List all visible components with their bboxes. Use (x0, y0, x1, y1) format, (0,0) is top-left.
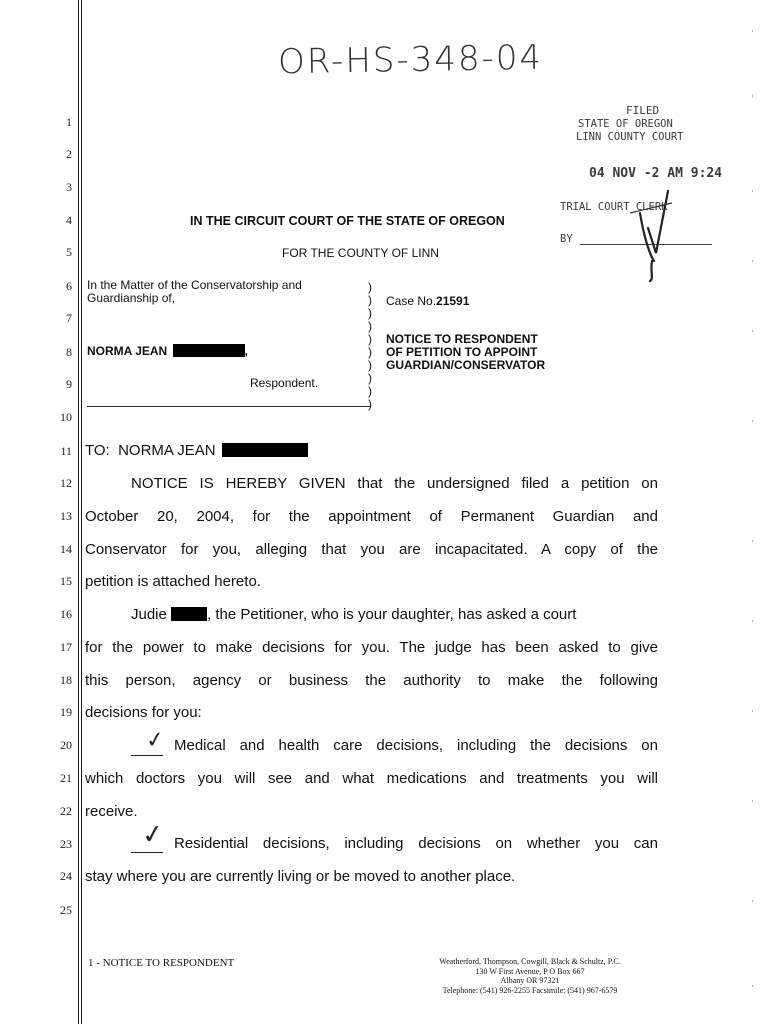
respondent-name: NORMA JEAN (87, 344, 168, 358)
body-paragraph-2-line: for the power to make decisions for you. The judge has been asked to give (85, 639, 658, 656)
line-number: 9 (66, 377, 72, 391)
checkbox-underline (131, 852, 163, 853)
footer-page-label: 1 - NOTICE TO RESPONDENT (88, 957, 235, 969)
footer-address-line: Albany OR 97321 (500, 976, 560, 985)
case-number-label: Case No. (386, 294, 437, 308)
line-number: 6 (66, 279, 72, 293)
stamp-county-court: LINN COUNTY COURT (576, 131, 684, 143)
line-number: 22 (60, 804, 72, 818)
line-number: 11 (60, 444, 72, 458)
to-label: TO: (85, 442, 110, 459)
county-heading: FOR THE COUNTY OF LINN (282, 246, 439, 260)
line-number: 5 (66, 245, 72, 259)
margin-rule-left (78, 0, 79, 1024)
stamp-datetime: 04 NOV -2 AM 9:24 (589, 166, 723, 181)
caption-parens: ) ) ) ) ) ) ) ) ) ) (368, 280, 372, 411)
body-paragraph-2-line (131, 605, 658, 625)
document-title-line2: OF PETITION TO APPOINT (386, 345, 538, 359)
redaction-bar (171, 607, 207, 621)
checkmark-icon: ✓ (144, 726, 167, 755)
petitioner-line-rest: , the Petitioner, who is your daughter, has asked a court (207, 606, 577, 623)
to-line (85, 441, 658, 461)
checkbox-underline (131, 755, 163, 756)
line-number: 15 (60, 574, 72, 588)
caption-matter-line2: Guardianship of, (87, 291, 176, 305)
line-number: 19 (60, 705, 72, 719)
caption-respondent (87, 344, 248, 358)
item-residential-line: Residential decisions, including decisions on whether you can (174, 835, 658, 852)
line-number: 12 (60, 476, 72, 490)
line-number: 8 (66, 345, 72, 359)
body-paragraph-1-line: NOTICE IS HEREBY GIVEN that the undersigned filed a petition on (131, 475, 658, 492)
line-number: 4 (66, 213, 72, 227)
stamp-by: BY (560, 233, 573, 245)
line-number: 17 (60, 640, 72, 654)
line-number: 10 (60, 410, 72, 424)
line-number: 20 (60, 738, 72, 752)
line-number: 1 (66, 115, 72, 129)
caption-respondent-label: Respondent. (250, 376, 319, 390)
to-name: NORMA JEAN (118, 442, 216, 459)
line-number: 24 (60, 869, 72, 883)
checkmark-icon: ✓ (140, 818, 166, 852)
line-number: 3 (66, 180, 72, 194)
line-number: 25 (60, 903, 72, 917)
line-number: 7 (66, 311, 72, 325)
stamp-clerk: TRIAL COURT CLERK (560, 201, 668, 213)
item-medical-line: Medical and health care decisions, including the decisions on (174, 737, 658, 754)
document-title-line1: NOTICE TO RESPONDENT (386, 332, 538, 346)
footer-address-line: 130 W First Avenue, P O Box 667 (475, 966, 585, 976)
handwritten-file-number: OR-HS-348-04 (277, 37, 544, 83)
line-number: 13 (60, 509, 72, 523)
item-medical-line: which doctors you will see and what medications and treatments you will (85, 770, 658, 787)
case-number (386, 295, 469, 308)
clerk-signature-icon (610, 183, 680, 283)
footer-firm-name: Weatherford, Thompson, Cowgill, Black & Schultz, P.C. (439, 957, 621, 966)
line-number: 23 (60, 837, 72, 851)
body-paragraph-2-line: decisions for you: (85, 704, 202, 721)
footer-phone: Telephone: (541) 926-2255 Facsimile: (541) 967-6579 (442, 985, 618, 995)
case-number-value: 21591 (436, 294, 470, 308)
body-paragraph-1-line: October 20, 2004, for the appointment of Permanent Guardian and (85, 508, 658, 525)
scan-edge-marks (752, 0, 754, 1024)
stamp-filed: FILED (626, 104, 660, 117)
margin-rule-right (81, 0, 82, 1024)
body-paragraph-1-line: Conservator for you, alleging that you are incapacitated. A copy of the (85, 541, 658, 558)
line-number: 21 (60, 771, 72, 785)
footer-firm-block (400, 957, 660, 995)
body-paragraph-2-line: this person, agency or business the authority to make the following (85, 672, 658, 689)
redaction-bar (222, 443, 308, 457)
petitioner-name: Judie (131, 606, 167, 623)
item-medical-line: receive. (85, 803, 138, 820)
caption-underline (87, 406, 371, 407)
stamp-state: STATE OF OREGON (578, 118, 673, 130)
court-heading: IN THE CIRCUIT COURT OF THE STATE OF OREGON (190, 214, 505, 228)
caption-matter-line1: In the Matter of the Conservatorship and (87, 278, 302, 292)
line-number: 18 (60, 673, 72, 687)
item-residential-line: stay where you are currently living or be moved to another place. (85, 868, 516, 885)
document-title-line3: GUARDIAN/CONSERVATOR (386, 358, 546, 372)
respondent-suffix: , (244, 344, 248, 358)
line-number: 14 (60, 542, 72, 556)
body-paragraph-1-line: petition is attached hereto. (85, 573, 261, 590)
redaction-bar (173, 344, 245, 357)
line-number: 2 (66, 147, 72, 161)
line-number: 16 (60, 607, 72, 621)
